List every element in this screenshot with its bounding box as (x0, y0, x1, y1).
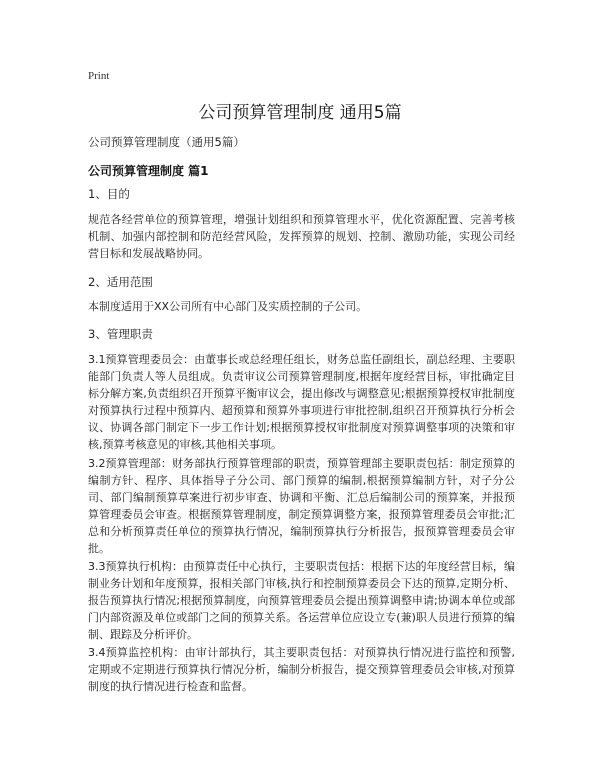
section-heading-responsibilities: 3、管理职责 (88, 327, 153, 341)
page-title: 公司预算管理制度 通用5篇 (198, 103, 402, 123)
print-link[interactable]: Print (88, 70, 110, 82)
paragraph-budget-management-dept: 3.2预算管理部：财务部执行预算管理部的职责，预算管理部主要职责包括：制定预算的编制方针、程序、具体指导子分公司、部门预算的编制,根据预算编制方针，对子分公司、部门编制预算草案进行初步审查、协调和平衡、汇总后编制公司的预算案，并报预算管理委员会审查。根据预算管理制度，制定预算调整方案，报预算管理委员会审批;汇总和分析预算责任单位的预算执行情况，编制预算执行分析报告，报预算管理委员会审批。 (88, 457, 515, 555)
section-heading-scope: 2、适用范围 (88, 275, 153, 289)
document-subtitle: 公司预算管理制度（通用5篇） (88, 135, 245, 149)
paragraph-budget-monitoring-unit: 3.4预算监控机构：由审计部执行，其主要职责包括：对预算执行情况进行监控和预警,定期或不定期进行预算执行情况分析，编制分析报告，提交预算管理委员会审核,对预算制度的执行情况进行检查和监督。 (88, 646, 515, 693)
paragraph-budget-execution-unit: 3.3预算执行机构：由预算责任中心执行，主要职责包括：根据下达的年度经营目标，编制业务计划和年度预算，报相关部门审核,执行和控制预算委员会下达的预算,定期分析、报告预算执行情况;根据预算制度，向预算管理委员会提出预算调整申请;协调本单位或部门内部资源及单位或部门之间的预算关系。各运营单位应设立专(兼)职人员进行预算的编制、跟踪及分析评价。 (88, 560, 515, 641)
section-text-purpose: 规范各经营单位的预算管理，增强计划组织和预算管理水平，优化资源配置、完善考核机制、加强内部控制和防范经营风险，发挥预算的规划、控制、激励功能，实现公司经营目标和发展战略协同。 (88, 213, 515, 260)
section-text-scope: 本制度适用于XX公司所有中心部门及实质控制的子公司。 (88, 300, 368, 313)
section-heading-purpose: 1、目的 (88, 187, 130, 201)
paragraph-budget-committee: 3.1预算管理委员会：由董事长或总经理任组长，财务总监任副组长，副总经理、主要职能部门负责人等人员组成。负责审议公司预算管理制度,根据年度经营目标，审批确定目标分解方案,负责组织召开预算平衡审议会，提出修改与调整意见;根据预算授权审批制度对预算执行过程中预算内、超预算和预算外事项进行审批控制,组织召开预算执行分析会议、协调各部门制定下一步工作计划;根据预算授权审批制度对预算调整事项的决策和审核,预算考核意见的审核,其他相关事项。 (88, 353, 515, 451)
part-title: 公司预算管理制度 篇1 (88, 164, 209, 178)
